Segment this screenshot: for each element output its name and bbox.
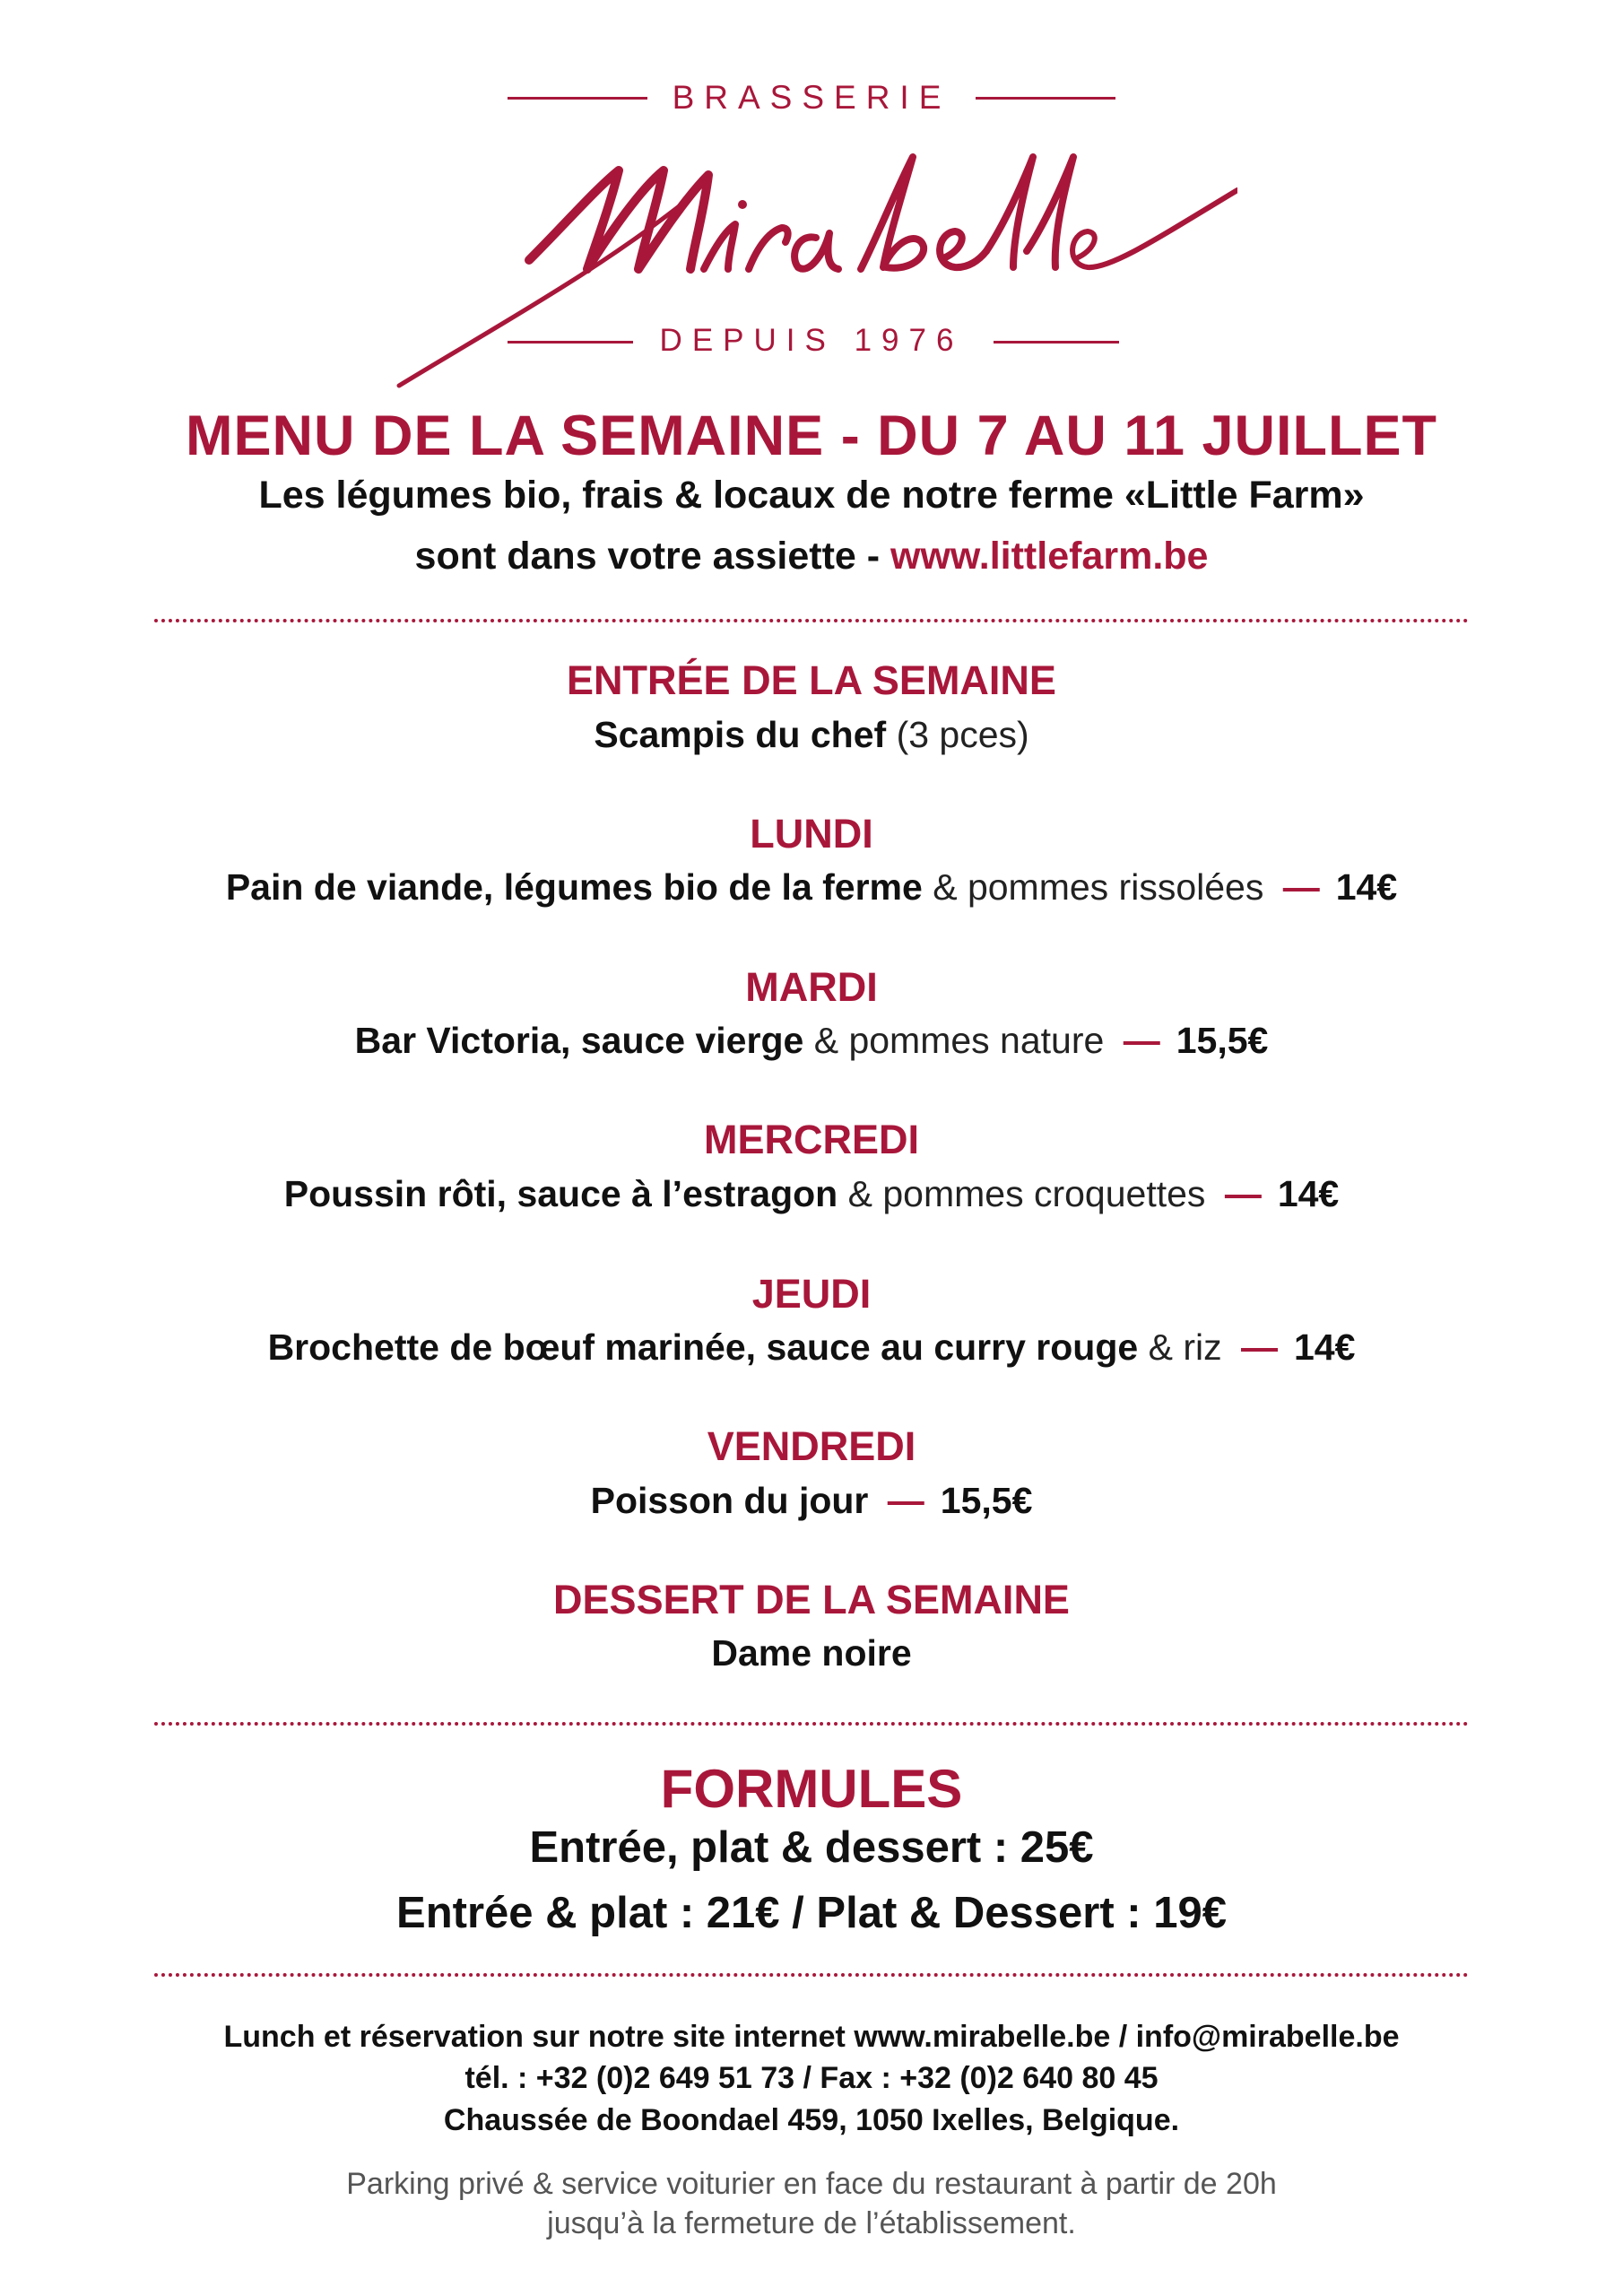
dish-name: Pain de viande, légumes bio de la ferme <box>225 866 923 908</box>
dish-price: 15,5€ <box>1176 1020 1269 1061</box>
dish-row-mercredi <box>0 1173 1623 1215</box>
day-title-mercredi: MERCREDI <box>703 1117 919 1162</box>
dish-row-mardi <box>0 1020 1623 1062</box>
dish-side: & pommes rissolées <box>933 866 1264 908</box>
formules-title: FORMULES <box>660 1759 963 1819</box>
footer-line-3: Chaussée de Boondael 459, 1050 Ixelles, Belgique. <box>443 2103 1180 2137</box>
subtitle-line-2-text: sont dans votre assiette - <box>414 535 881 578</box>
day-title-mardi: MARDI <box>745 964 878 1010</box>
dish-row-vendredi <box>0 1480 1623 1522</box>
brand-top-label: BRASSERIE <box>672 79 951 116</box>
entree-dish: Scampis du chef <box>594 714 887 755</box>
dish-price: 14€ <box>1293 1326 1356 1368</box>
dish-name: Brochette de bœuf marinée, sauce au curry rouge <box>267 1326 1139 1368</box>
entree-note: (3 pces) <box>896 714 1029 755</box>
dessert-dish: Dame noire <box>711 1632 912 1674</box>
dash-separator: — <box>1123 1020 1160 1061</box>
footer-line-2: tél. : +32 (0)2 649 51 73 / Fax : +32 (0)2 640 80 45 <box>464 2061 1159 2095</box>
dash-separator: — <box>1282 866 1320 908</box>
dish-row-lundi <box>0 866 1623 909</box>
dish-side: & pommes nature <box>813 1020 1105 1061</box>
footer-line-1: Lunch et réservation sur notre site internet www.mirabelle.be / info@mirabelle.be <box>223 2020 1400 2054</box>
dish-row-jeudi <box>0 1326 1623 1369</box>
day-title-lundi: LUNDI <box>750 811 873 857</box>
page-title: MENU DE LA SEMAINE - DU 7 AU 11 JUILLET <box>186 404 1437 467</box>
dish-price: 14€ <box>1277 1173 1340 1214</box>
day-title-jeudi: JEUDI <box>751 1271 872 1317</box>
parking-note-1: Parking privé & service voiturier en face du restaurant à partir de 20h <box>346 2167 1277 2201</box>
subtitle-line-2 <box>0 535 1623 578</box>
dish-side: & riz <box>1148 1326 1222 1368</box>
divider-dotted-1 <box>154 619 1469 622</box>
brand-since-label: DEPUIS 1976 <box>659 323 964 358</box>
formule-line-1: Entrée, plat & dessert : 25€ <box>529 1823 1094 1872</box>
day-title-vendredi: VENDREDI <box>707 1423 916 1469</box>
dash-separator: — <box>887 1480 924 1521</box>
dish-name: Poussin rôti, sauce à l’estragon <box>283 1173 838 1214</box>
divider-dotted-2 <box>154 1722 1469 1726</box>
divider-dotted-3 <box>154 1973 1469 1977</box>
parking-note-2: jusqu’à la fermeture de l’établissement. <box>547 2206 1076 2240</box>
dessert-dish-row <box>0 1632 1623 1674</box>
dash-separator: — <box>1224 1173 1262 1214</box>
subtitle-line-1: Les légumes bio, frais & locaux de notre ferme «Little Farm» <box>258 474 1365 517</box>
formule-line-2: Entrée & plat : 21€ / Plat & Dessert : 19€ <box>396 1889 1227 1937</box>
entree-dish-row <box>0 714 1623 756</box>
dish-side: & pommes croquettes <box>847 1173 1206 1214</box>
dish-name: Poisson du jour <box>590 1480 869 1521</box>
dash-separator: — <box>1240 1326 1278 1368</box>
dessert-title: DESSERT DE LA SEMAINE <box>553 1577 1070 1622</box>
dish-price: 14€ <box>1335 866 1398 908</box>
little-farm-link[interactable]: www.littlefarm.be <box>890 535 1209 578</box>
dish-name: Bar Victoria, sauce vierge <box>354 1020 804 1061</box>
dish-price: 15,5€ <box>940 1480 1033 1521</box>
entree-title: ENTRÉE DE LA SEMAINE <box>567 657 1056 703</box>
